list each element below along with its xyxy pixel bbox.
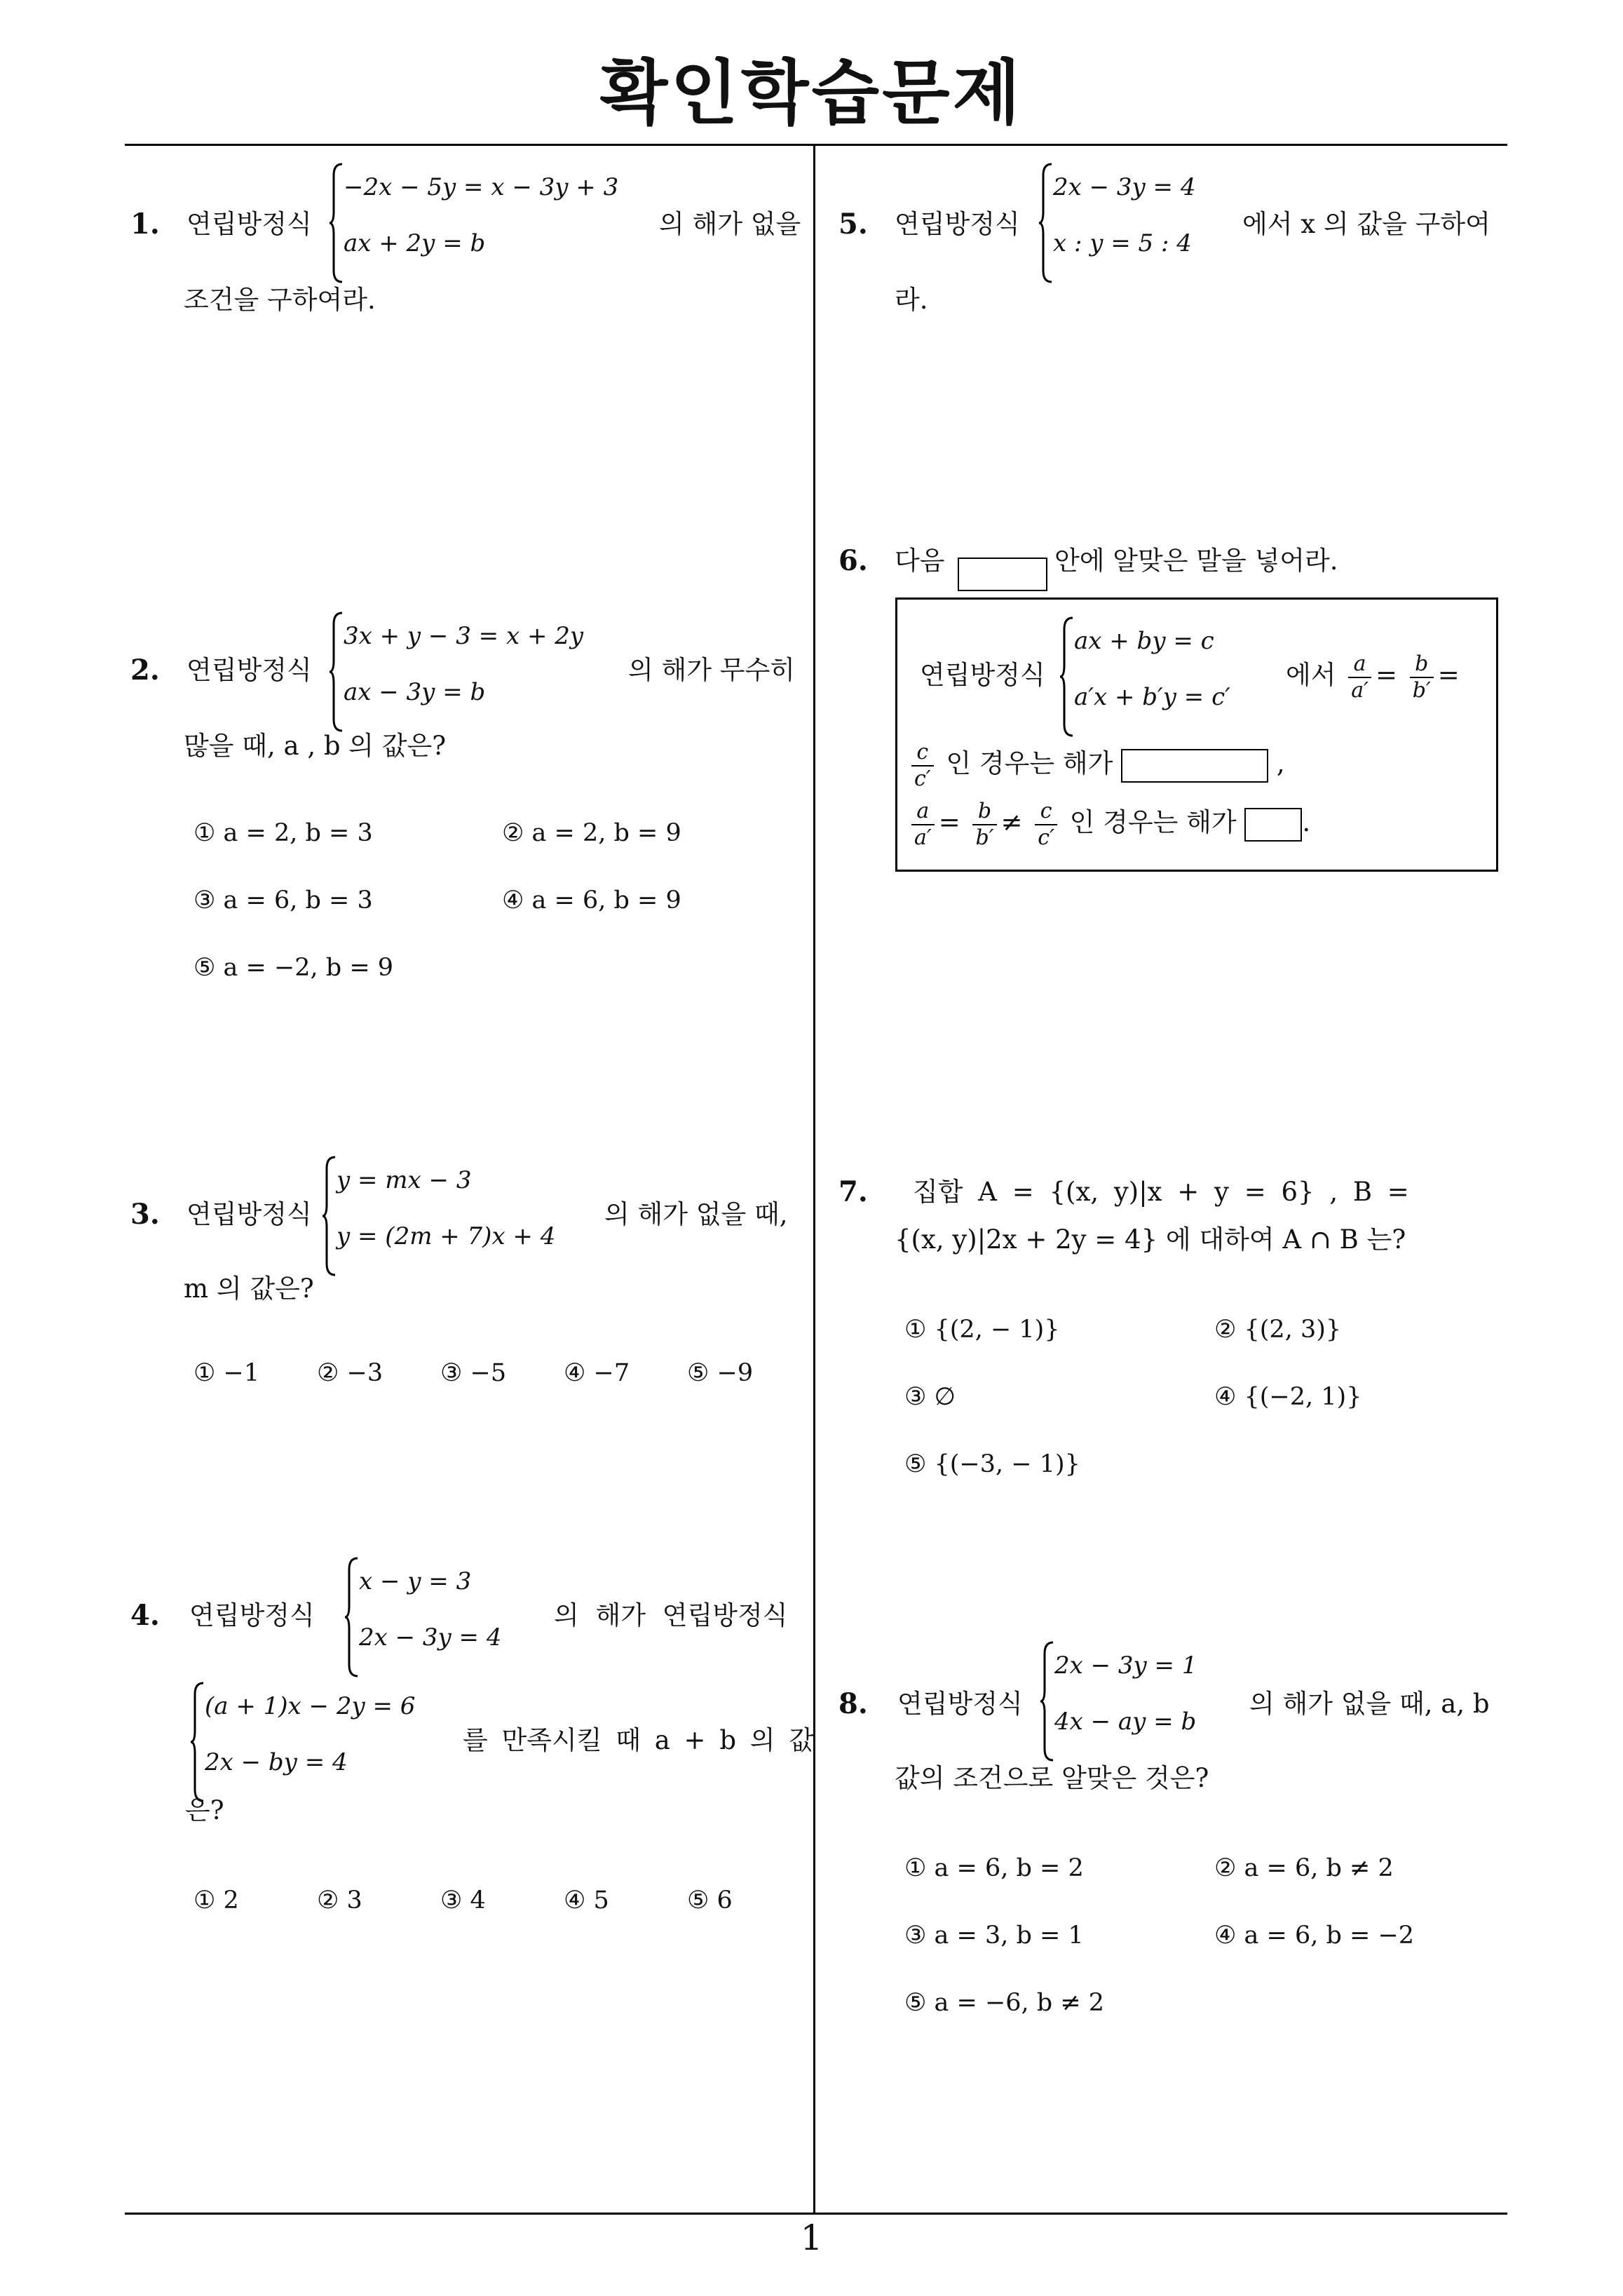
- problem-line-2: {(x, y)|2x + 2y = 4} 에 대하여 A ∩ B 는?: [895, 1224, 1406, 1255]
- equation-system: [328, 612, 623, 738]
- answer-blank-sample: [958, 546, 1047, 599]
- equation-1: x − y = 3: [359, 1567, 472, 1595]
- choice-3[interactable]: ③ ∅: [904, 1383, 956, 1411]
- equation-system: [1038, 163, 1220, 289]
- equation-1: y = mx − 3: [337, 1166, 472, 1194]
- choice-5[interactable]: ⑤ −9: [687, 1359, 754, 1387]
- equation-1: 2x − 3y = 4: [1053, 173, 1196, 201]
- problem-tail: 안에 알맞은 말을 넣어라.: [1054, 546, 1338, 576]
- left-brace-icon: [1038, 163, 1053, 283]
- answer-blank-1[interactable]: [1121, 749, 1268, 783]
- problem-line-1: 집합 A = {(x, y)|x + y = 6} , B =: [913, 1177, 1409, 1207]
- case-2-text: 인 경우는 해가: [1069, 807, 1237, 837]
- case-1-text: 인 경우는 해가: [946, 748, 1113, 778]
- left-brace-icon: [344, 1557, 359, 1677]
- equation-2: a′x + b′y = c′: [1074, 683, 1230, 711]
- choice-4[interactable]: ④ −7: [564, 1359, 630, 1387]
- fraction-c: $\frac{c}{c'}$: [911, 740, 934, 792]
- choice-3[interactable]: ③ a = 6, b = 3: [193, 886, 373, 914]
- problem-line-2: 값의 조건으로 알맞은 것은?: [895, 1763, 1209, 1793]
- box-lead: 연립방정식: [920, 660, 1045, 690]
- problem-lead: 연립방정식: [186, 655, 312, 685]
- equation-1: −2x − 5y = x − 3y + 3: [344, 173, 619, 201]
- top-rule: [125, 144, 1507, 146]
- problem-lead: 연립방정식: [186, 1199, 312, 1229]
- equation-2: 4x − ay = b: [1054, 1708, 1197, 1736]
- fraction-a: $\frac{a}{a'}$: [911, 799, 935, 851]
- problem-lead: 연립방정식: [897, 1689, 1023, 1719]
- equation-system: [344, 1557, 554, 1683]
- problem-tail: 의 해가 없을 때, a, b: [1249, 1689, 1490, 1719]
- choice-4[interactable]: ④ 5: [564, 1886, 609, 1915]
- problem-number: 4.: [130, 1599, 160, 1632]
- choice-2[interactable]: ② a = 2, b = 9: [502, 819, 681, 847]
- choice-5[interactable]: ⑤ a = −2, b = 9: [193, 954, 394, 982]
- fraction-b: $\frac{b}{b'}$: [1410, 651, 1434, 703]
- problem-line-2: 조건을 구하여라.: [184, 285, 376, 315]
- problem-tail: 의 해가 없을: [659, 209, 801, 239]
- box-line-2: $\frac{c}{c'}$ 인 경우는 해가 ,: [907, 737, 1285, 792]
- choice-5[interactable]: ⑤ {(−3, − 1)}: [904, 1450, 1080, 1478]
- left-brace-icon: [328, 163, 344, 283]
- problem-number: 3.: [130, 1198, 160, 1231]
- problem-tail: 의 해가 무수히: [628, 655, 795, 685]
- page-title: 확인학습문제: [599, 52, 1024, 134]
- problem-tail: 의 해가 연립방정식: [554, 1600, 788, 1630]
- problem-number: 6.: [838, 544, 868, 577]
- problem-lead: 연립방정식: [895, 209, 1020, 239]
- choice-1[interactable]: ① a = 6, b = 2: [904, 1854, 1084, 1882]
- problem-line-3: 은?: [185, 1795, 224, 1825]
- choice-5[interactable]: ⑤ 6: [687, 1886, 733, 1915]
- equation-3: (a + 1)x − 2y = 6: [205, 1692, 416, 1720]
- fill-in-box: [895, 597, 1498, 872]
- left-brace-icon: [321, 1156, 337, 1276]
- equation-2: ax + 2y = b: [344, 229, 486, 257]
- choice-4[interactable]: ④ {(−2, 1)}: [1214, 1383, 1362, 1411]
- problem-tail: 의 해가 없을 때,: [604, 1199, 788, 1229]
- choice-1[interactable]: ① −1: [193, 1359, 260, 1387]
- equation-system: [321, 1156, 616, 1282]
- problem-line-2: 라.: [895, 285, 928, 315]
- problem-tail-2: 를 만족시킬 때 a + b 의 값: [463, 1725, 815, 1755]
- fraction-a: $\frac{a}{a'}$: [1348, 651, 1371, 703]
- equation-1: 3x + y − 3 = x + 2y: [344, 622, 584, 650]
- equation-system: [1039, 1641, 1221, 1767]
- problem-number: 5.: [838, 208, 868, 241]
- choice-2[interactable]: ② −3: [317, 1359, 383, 1387]
- problem-number: 2.: [130, 654, 160, 687]
- equation-2: x : y = 5 : 4: [1053, 229, 1192, 257]
- problem-tail: 에서 x 의 값을 구하여: [1242, 209, 1490, 239]
- left-brace-icon: [1039, 1641, 1054, 1762]
- choice-3[interactable]: ③ −5: [440, 1359, 507, 1387]
- equation-2: y = (2m + 7)x + 4: [337, 1222, 556, 1250]
- choice-4[interactable]: ④ a = 6, b = −2: [1214, 1922, 1415, 1950]
- equation-1: 2x − 3y = 1: [1054, 1652, 1197, 1680]
- equation-system-2: [189, 1682, 456, 1808]
- problem-lead: 연립방정식: [189, 1600, 315, 1630]
- problem-line-2: 많을 때, a , b 의 값은?: [184, 731, 447, 761]
- left-brace-icon: [328, 612, 344, 732]
- choice-1[interactable]: ① 2: [193, 1886, 239, 1915]
- choice-1[interactable]: ① {(2, − 1)}: [904, 1316, 1060, 1344]
- page-number: 1: [800, 2217, 823, 2258]
- equation-2: ax − 3y = b: [344, 678, 486, 706]
- equation-4: 2x − by = 4: [205, 1748, 348, 1776]
- box-mid-text: 에서: [1286, 660, 1336, 690]
- equation-1: ax + by = c: [1074, 627, 1214, 655]
- fraction-b: $\frac{b}{b'}$: [972, 799, 996, 851]
- equation-2: 2x − 3y = 4: [359, 1623, 502, 1652]
- choice-2[interactable]: ② a = 6, b ≠ 2: [1214, 1854, 1394, 1882]
- choice-5[interactable]: ⑤ a = −6, b ≠ 2: [904, 1989, 1105, 2017]
- problem-lead: 다음: [895, 546, 945, 576]
- problem-number: 8.: [838, 1687, 868, 1720]
- choice-2[interactable]: ② 3: [317, 1886, 362, 1915]
- choice-3[interactable]: ③ 4: [440, 1886, 486, 1915]
- problem-lead: 연립방정식: [186, 209, 312, 239]
- choice-3[interactable]: ③ a = 3, b = 1: [904, 1922, 1084, 1950]
- box-line-3: $\frac{a}{a'}$ = $\frac{b}{b'}$ ≠ $\frac{c}{c'}$ 인 경우는 해가 .: [907, 796, 1310, 851]
- fraction-c: $\frac{c}{c'}$: [1035, 799, 1057, 851]
- column-divider: [813, 145, 815, 2214]
- bottom-rule: [125, 2213, 1507, 2215]
- left-brace-icon: [1059, 616, 1074, 737]
- equation-system: [328, 163, 623, 289]
- box-mid: 에서 $\frac{a}{a'}$ = $\frac{b}{b'}$ =: [1286, 651, 1460, 703]
- choice-4[interactable]: ④ a = 6, b = 9: [502, 886, 681, 914]
- problem-number: 1.: [130, 208, 160, 241]
- problem-number: 7.: [838, 1175, 868, 1208]
- problem-line-2: m 의 값은?: [184, 1274, 314, 1304]
- choice-2[interactable]: ② {(2, 3)}: [1214, 1316, 1342, 1344]
- choice-1[interactable]: ① a = 2, b = 3: [193, 819, 373, 847]
- equation-system: [1059, 616, 1255, 743]
- answer-blank-2[interactable]: [1244, 808, 1302, 842]
